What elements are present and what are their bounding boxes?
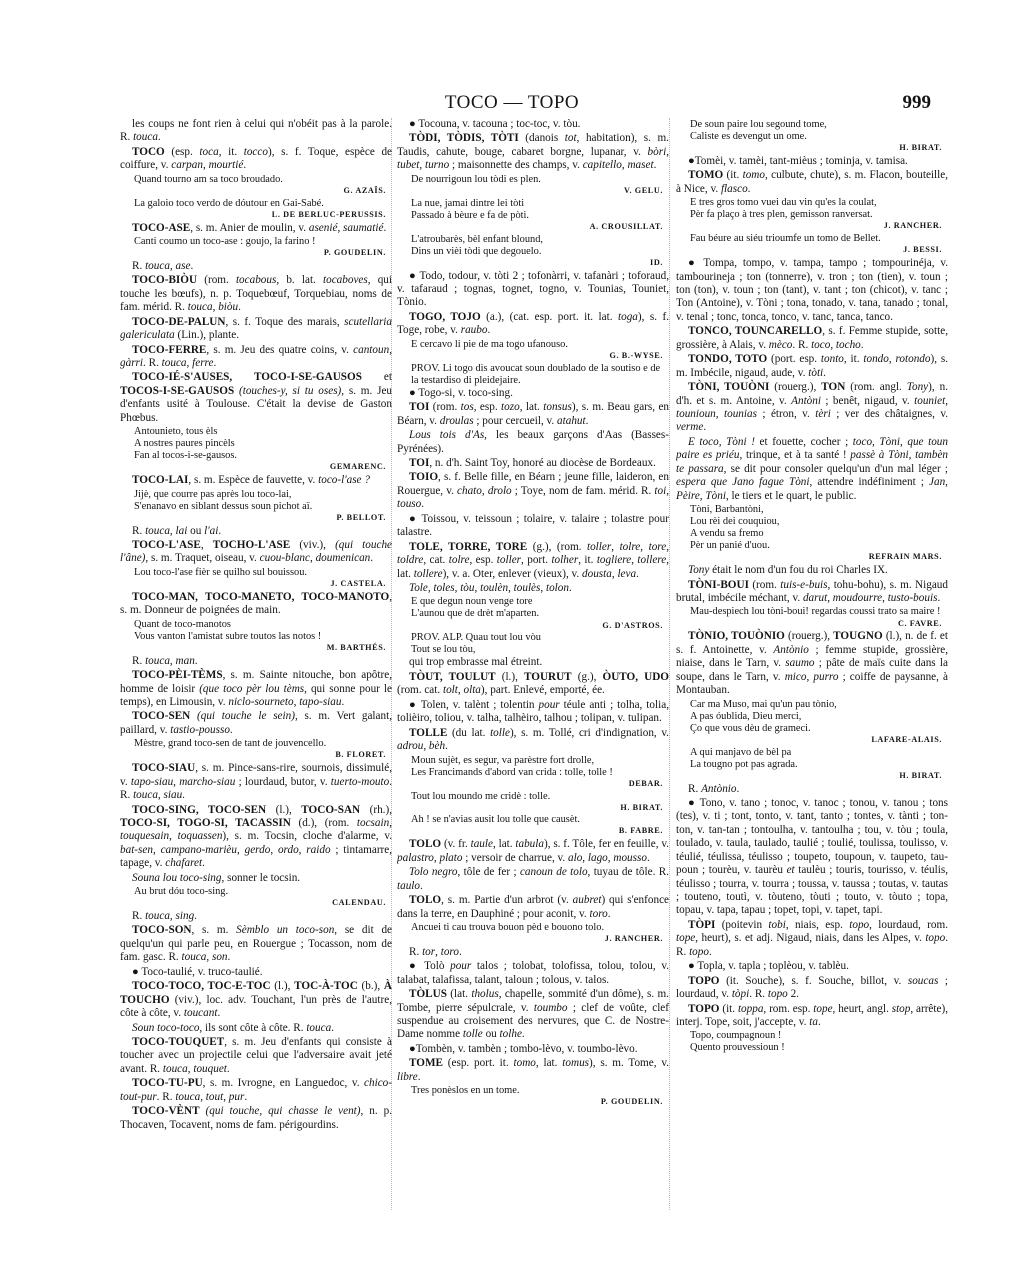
quotation-source: ID. — [650, 257, 663, 267]
dictionary-entry: TOMO (it. tomo, culbute, chute), s. m. Flacon, bouteille, à Nice, v. flasco. — [676, 169, 948, 195]
verse-quotation: Topo, coumpagnoun ! Quento prouvessioun ! — [690, 1030, 785, 1054]
dictionary-entry: R. touca, sing. — [132, 910, 197, 923]
verse-quotation: E tres gros tomo vuei dau vin qu'es la coulat, Pèr fa plaço à tres plen, gemisson ranversat. — [690, 197, 877, 221]
dictionary-entry: ● Topla, v. tapla ; toplèou, v. tablèu. — [688, 960, 849, 973]
dictionary-entry: TÒDI, TÒDIS, TÒTI (danois tot, habitation), s. m. Taudis, cahute, bouge, cabaret borgne, lupanar, v. bòri, tubet, turno ; maisonnette des champs, v. capitello, maset. — [397, 132, 669, 172]
page-number: 999 — [902, 92, 931, 113]
dictionary-entry: TOPO (it. Souche), s. f. Souche, billot, v. soucas ; lourdaud, v. tòpi. R. topo 2. — [676, 974, 948, 1001]
dictionary-entry: Souna lou toco-sing, sonner le tocsin. — [132, 871, 301, 884]
verse-quotation: PROV. ALP. Quau tout lou vòu Tout se lou tòu, — [411, 632, 541, 656]
verse-quotation: Ancuei ti cau trouva bouon pèd e bouono tolo. — [411, 921, 605, 933]
dictionary-entry: TOLLE (du lat. tolle), s. m. Tollé, cri d'indignation, v. adrou, bèh. — [397, 726, 669, 753]
verse-quotation: Lou toco-l'ase fièr se quilho sul bouissou. — [134, 566, 308, 578]
dictionary-entry: TOCO-BIÒU (rom. tocabous, b. lat. tocaboves, qui touche les bœufs), n. p. Toquebœuf, Torquebiau, noms de fam. mérid. R. touca, biòu. — [120, 274, 392, 314]
column-divider — [669, 118, 670, 1210]
verse-quotation: Quant de toco-manotos Vous vanton l'amistat subre toutos las notos ! — [134, 618, 322, 642]
quotation-source: V. GELU. — [624, 185, 663, 195]
dictionary-entry: R. touca, man. — [132, 654, 198, 667]
verse-quotation: Quand tourno am sa toco broudado. — [134, 173, 283, 185]
verse-quotation: Tout lou moundo me cridè : tolle. — [411, 790, 551, 802]
verse-quotation: Mau-despiech lou tòni-boui! regardas coussi trato sa maire ! — [690, 606, 941, 618]
verse-quotation: L'atroubarès, bèl enfant blound, Dins un vièi tòdi que degouelo. — [411, 233, 543, 257]
quotation-source: H. BIRAT. — [899, 770, 942, 780]
dictionary-entry: ●Tomèi, v. tamèi, tant-mièus ; tominja, v. tamisa. — [688, 154, 908, 167]
quotation-source: G. AZAÏS. — [343, 185, 386, 195]
dictionary-entry: TÒLUS (lat. tholus, chapelle, sommité d'un dôme), s. m. Tombe, pierre sépulcrale, v. toumbo ; clef de voûte, clef suspendue au croisement des nervures, que C. de Nostre-Dame nomme tolle ou tolhe. — [397, 988, 669, 1041]
verse-quotation: Fau béure au siéu trioumfe un tomo de Bellet. — [690, 233, 881, 245]
dictionary-entry: Tony était le nom d'un fou du roi Charles IX. — [688, 564, 888, 577]
dictionary-entry: TOCO-FERRE, s. m. Jeu des quatre coins, v. cantoun, gàrri. R. touca, ferre. — [120, 343, 392, 369]
dictionary-entry: R. tor, toro. — [409, 945, 462, 958]
dictionary-entry: Soun toco-toco, ils sont côte à côte. R. touca. — [132, 1021, 334, 1034]
dictionary-entry: TOCO-TOUQUET, s. m. Jeu d'enfants qui consiste à toucher avec un projectile celui que l'adversaire avait jeté avant. R. touca, touquet. — [120, 1035, 392, 1075]
dictionary-entry: ● Todo, todour, v. tòti 2 ; tofonàrri, v. tafanàri ; toforaud, v. tafaraud ; tognas, tognet, togno, v. Tounias, Touniet, Tònio. — [397, 269, 669, 309]
text-column-right — [676, 118, 948, 1210]
dictionary-entry: TÒNI, TOUÒNI (rouerg.), TON (rom. angl. Tony), n. d'h. et s. m. Antoine, v. Antòni ; benêt, nigaud, v. touniet, tounioun, tounias ; étron, v. tèri ; ver des châtaignes, v. verme. — [676, 381, 948, 434]
quotation-source: J. RANCHER. — [883, 221, 942, 231]
dictionary-entry: R. touca, ase. — [132, 259, 194, 272]
dictionary-entry: TOCO-SEN (qui touche le sein), s. m. Vert galant, paillard, v. tastio-pousso. — [120, 710, 392, 736]
verse-quotation: La galoio toco verdo de dóutour en Gai-Sabé. — [134, 197, 324, 209]
verse-quotation: Tres ponèslos en un tome. — [411, 1085, 520, 1097]
dictionary-entry: ● Tono, v. tano ; tonoc, v. tanoc ; tonou, v. tanou ; tons (tes), v. ti ; tont, tonto, v. tant, tanto ; tontes, v. tànti ; ton-ton, v. tan-tan ; tontoulha, v. tantoulha ; tou, v. tòu ; toula, toulado, v. taula, taulado, taulié ; toulié, toulissa, toulisso, v. téulié, téulissa, téulisso ; toupeto, toupoun, v. taupeto, tau-poun ; tourèu, v. taurèu et taulèu ; touris, tourisso, v. téulis, téulisso ; tourra, v. tourra ; toussa, v. taussa ; toutas, v. tautas ; touteno, toutì, v. tòuteno, tòuti ; touto, v. tòuto ; topa, topau, v. tapa, tapau ; topet, topi, v. tapet, tapi. — [676, 796, 948, 917]
dictionary-entry: TÒNIO, TOUÒNIO (rouerg.), TOUGNO (l.), n. de f. et s. f. Antoinette, v. Antònio ; femme stupide, grossière, niaise, dans le Tarn, v. saumo ; pâte de maïs cuite dans la soupe, dans le Tarn, v. mico, purro ; coiffe de paysanne, à Montauban. — [676, 630, 948, 697]
dictionary-entry: Lous tois d'As, les beaux garçons d'Aas (Basses-Pyrénées). — [397, 429, 669, 455]
quotation-source: H. BIRAT. — [899, 143, 942, 153]
dictionary-entry: TOCO (esp. toca, it. tocco), s. f. Toque, espèce de coiffure, v. carpan, mourtié. — [120, 145, 392, 172]
quotation-source: A. CROUSILLAT. — [589, 221, 663, 231]
dictionary-entry: ● Toissou, v. teissoun ; tolaire, v. talaire ; tolastre pour talastre. — [397, 512, 669, 539]
dictionary-entry: R. touca, lai ou l'ai. — [132, 524, 222, 537]
quotation-source: P. BELLOT. — [336, 512, 386, 522]
dictionary-entry: TÒPI (poitevin tobi, niais, esp. topo, lourdaud, rom. tope, heurt), s. et adj. Nigaud, niais, dans les Alpes, v. topo. R. topo. — [676, 918, 948, 958]
dictionary-entry: Tolo negro, tôle de fer ; canoun de tolo, tuyau de tôle. R. taulo. — [397, 866, 669, 892]
verse-quotation: Jijè, que courre pas après lou toco-lai, S'enanavo en siblant dessus soun pichot aï. — [134, 488, 313, 512]
verse-quotation: E cercavo li pie de ma togo ufanouso. — [411, 338, 568, 350]
dictionary-entry: E toco, Tòni ! et fouette, cocher ; toco, Tòni, que toun paire es priéu, trinque, et à ta santé ! passè à Tòni, tambèn te passara, se dit pour consoler quelqu'un d'un mal léger ; espera que Jano fague Tòni, attendre indéfiniment ; Jan, Pèire, Tòni, le tiers et le quart, le public. — [676, 435, 948, 502]
dictionary-entry: TOI (rom. tos, esp. tozo, lat. tonsus), s. m. Beau gars, en Béarn, v. droulas ; pour cercueil, v. atahut. — [397, 401, 669, 427]
verse-quotation: De nourrigoun lou tòdi es plen. — [411, 173, 541, 185]
dictionary-entry: TÒNI-BOUI (rom. tuis-e-buis, tohu-bohu), s. m. Nigaud brutal, imbécile méchant, v. darut, moudourre, tusto-bouis. — [676, 578, 948, 604]
dictionary-entry: TOPO (it. toppa, rom. esp. tope, heurt, angl. stop, arrête), interj. Tope, soit, j'accepte, v. ta. — [676, 1002, 948, 1028]
quotation-source: C. FAVRE. — [898, 618, 942, 628]
quotation-source: LAFARE-ALAIS. — [871, 734, 942, 744]
dictionary-entry: R. Antònio. — [688, 782, 740, 795]
quotation-source: P. GOUDELIN. — [600, 1097, 663, 1107]
quotation-source: GEMARENC. — [329, 462, 386, 472]
running-title: TOCO — TOPO — [444, 92, 580, 113]
dictionary-entry: TÒUT, TOULUT (l.), TOURUT (g.), ÒUTO, UDO (rom. cat. tolt, olta), part. Enlevé, emporté, ée. — [397, 670, 669, 697]
dictionary-entry: TOCO-L'ASE, TOCHO-L'ASE (viv.), (qui touche l'âne), s. m. Traquet, oiseau, v. cuou-blanc, doumenican. — [120, 539, 392, 565]
quotation-source: J. BESSI. — [903, 245, 942, 255]
dictionary-entry: TOCO-SIAU, s. m. Pince-sans-rire, sournois, dissimulé, v. tapo-siau, marcho-siau ; lourdaud, butor, v. tuerto-mouto. R. touca, siau. — [120, 762, 392, 802]
dictionary-entry: TOIO, s. f. Belle fille, en Béarn ; jeune fille, laideron, en Rouergue, v. chato, drolo ; Toye, nom de fam. mérid. R. toi, touso. — [397, 471, 669, 511]
quotation-source: L. DE BERLUC-PERUSSIS. — [271, 209, 386, 219]
verse-quotation: Moun sujèt, es segur, va parèstre fort drolle, Les Francimands d'abord van crida : tolle, tolle ! — [411, 754, 613, 778]
quotation-source: M. BARTHÉS. — [326, 642, 386, 652]
dictionary-entry: TOGO, TOJO (a.), (cat. esp. port. it. lat. toga), s. f. Toge, robe, v. raubo. — [397, 310, 669, 337]
verse-quotation: La nue, jamai dintre lei tòti Passado à bèure e fa de pòti. — [411, 197, 530, 221]
dictionary-entry: TOME (esp. port. it. tomo, lat. tomus), s. m. Tome, v. libre. — [397, 1057, 669, 1083]
dictionary-entry: TOCO-PÈI-TÈMS, s. m. Sainte nitouche, bon apôtre, homme de loisir (que toco pèr lou tèms, qui sonne pour le temps), en Limousin, v. niclo-sourneto, tapo-siau. — [120, 669, 392, 708]
dictionary-entry: TOLO, s. m. Partie d'un arbrot (v. aubret) qui s'enfonce dans la terre, en Dauphiné ; pour aconit, v. toro. — [397, 894, 669, 920]
dictionary-entry: ● Tocouna, v. tacouna ; toc-toc, v. tòu. — [409, 118, 581, 130]
dictionary-entry: ● Tompa, tompo, v. tampa, tampo ; tompourinéja, v. tambourineja ; ton (tonnerre), v. tron ; ton (tien), v. toun ; ton (ton), v. toun ; ton (tant), v. tant ; ton (chicot), v. tanc ; Ton (Antoine), v. Tòni ; tona, tonado, v. tana, tanado ; tonal, v. tenal ; tonc, tonca, tonco, v. tanc, tanca, tanco. — [676, 257, 948, 323]
text-column-left — [120, 118, 392, 1210]
dictionary-entry: TOCO-SON, s. m. Sèmblo un toco-son, se dit de quelqu'un qui parle peu, en Rouergue ; Tocasson, nom de fam. gasc. R. touca, son. — [120, 924, 392, 964]
verse-quotation: Ah ! se n'avias ausit lou tolle que causèt. — [411, 814, 580, 826]
quotation-source: DEBAR. — [628, 778, 663, 788]
quotation-source: H. BIRAT. — [620, 802, 663, 812]
verse-quotation: De soun paire lou segound tome, Caliste es devengut un ome. — [690, 119, 827, 143]
dictionary-entry: TONCO, TOUNCARELLO, s. f. Femme stupide, sotte, grossière, à Alais, v. mèco. R. toco, tocho. — [676, 325, 948, 351]
verse-quotation: Car ma Muso, mai qu'un pau tònio, A pas óublida, Dieu merci, Ço que vous dèu de grameci. — [690, 698, 837, 734]
quotation-source: CALENDAU. — [332, 898, 386, 908]
quotation-source: REFRAIN MARS. — [868, 552, 942, 562]
dictionary-entry: TOCO-TOCO, TOC-E-TOC (l.), TOC-À-TOC (b.), À TOUCHO (viv.), loc. adv. Touchant, l'un près de l'autre, côte à côte, v. toucant. — [120, 980, 392, 1020]
dictionary-entry: TOCO-ASE, s. m. Anier de moulin, v. asenié, saumatié. — [132, 221, 387, 234]
dictionary-entry: TOI, n. d'h. Saint Toy, honoré au diocèse de Bordeaux. — [409, 457, 656, 469]
verse-quotation: Antounieto, tous èls A nostres paures pincèls Fan al tocos-i-se-gausos. — [134, 426, 238, 462]
verse-quotation: PROV. Li togo dis avoucat soun doublado de la soutiso e de la testardiso di pleidejaire. — [411, 362, 661, 386]
dictionary-entry: qui trop embrasse mal étreint. — [409, 656, 543, 669]
dictionary-entry: ● Tolò pour talos ; tolobat, tolofissa, tolou, tolou, v. talabat, talafissa, talant, taloun ; tolous, v. talos. — [397, 960, 669, 986]
verse-quotation: Au brut dóu toco-sing. — [134, 886, 229, 898]
dictionary-entry: ●Tombèn, v. tambèn ; tombo-lèvo, v. toumbo-lèvo. — [409, 1042, 638, 1055]
verse-quotation: Mèstre, grand toco-sen de tant de jouvencello. — [134, 738, 327, 750]
dictionary-entry: TONDO, TOTO (port. esp. tonto, it. tondo, rotondo), s. m. Imbécile, nigaud, aude, v. tòti. — [676, 353, 948, 379]
verse-quotation: Tòni, Barbantòni, Lou rèi dei couquiou, A vendu sa fremo Pèr un panié d'uou. — [690, 504, 780, 552]
verse-quotation: A qui manjavo de bèl pa La tougno pot pas agrada. — [690, 746, 798, 770]
dictionary-entry: TOCO-IÉ-S'AUSES, TOCO-I-SE-GAUSOS et TOCOS-I-SE-GAUSOS (touches-y, si tu oses), s. m. Jeu d'enfants usité à Toulouse. C'était la devise de Gaston Phœbus. — [120, 371, 392, 424]
quotation-source: B. FLORET. — [335, 750, 386, 760]
dictionary-entry: TOLO (v. fr. taule, lat. tabula), s. f. Tôle, fer en feuille, v. palastro, plato ; versoir de charrue, v. alo, lago, mousso. — [397, 838, 669, 864]
quotation-source: G. D'ASTROS. — [602, 620, 663, 630]
quotation-source: G. B.-WYSE. — [609, 350, 663, 360]
quotation-source: J. CASTELA. — [330, 578, 386, 588]
quotation-source: B. FABRE. — [618, 826, 663, 836]
dictionary-entry: TOLE, TORRE, TORE (g.), (rom. toller, tolre, tore, toldre, cat. tolre, esp. toller, port. tolher, it. togliere, tollere, lat. tollere), v. a. Oter, enlever (vieux), v. dousta, leva. — [397, 540, 669, 580]
dictionary-entry: ● Toco-taulié, v. truco-taulié. — [132, 965, 263, 978]
text-column-middle — [397, 118, 669, 1210]
dictionary-entry: ● Togo-si, v. toco-sing. — [409, 386, 513, 399]
dictionary-entry: Tole, toles, tòu, toulèn, toulès, tolon. — [409, 581, 572, 594]
dictionary-entry: TOCO-DE-PALUN, s. f. Toque des marais, scutellaria galericulata (Lin.), plante. — [120, 315, 392, 342]
dictionary-entry: les coups ne font rien à celui qui n'obéit pas à la parole. R. touca. — [120, 118, 392, 144]
quotation-source: P. GOUDELIN. — [323, 248, 386, 258]
verse-quotation: Canti coumo un toco-ase : goujo, la farino ! — [134, 236, 316, 247]
dictionary-entry: TOCO-SING, TOCO-SEN (l.), TOCO-SAN (rh.), TOCO-SI, TOGO-SI, TACASSIN (d.), (rom. tocsain, touquesain, toquassen), s. m. Tocsin, cloche d'alarme, v. bat-sen, campano-marièu, gerdo, ordo, raido ; tintamarre, tapage, v. chafaret. — [120, 803, 392, 870]
dictionary-entry: TOCO-TU-PU, s. m. Ivrogne, en Languedoc, v. chico-tout-pur. R. touca, tout, pur. — [120, 1077, 392, 1103]
page-header — [0, 92, 1024, 118]
verse-quotation: E que degun noun venge tore L'aunou que de drèt m'aparten. — [411, 596, 540, 620]
dictionary-entry: TOCO-MAN, TOCO-MANETO, TOCO-MANOTO, s. m. Donneur de poignées de main. — [120, 590, 392, 617]
dictionary-entry: ● Tolen, v. talènt ; tolentin pour téule anti ; tolha, tolia, tolièiro, toliou, v. talha, talhèiro, talhou ; tolipan, v. tulipan. — [397, 698, 669, 725]
dictionary-entry: TOCO-VÈNT (qui touche, qui chasse le vent), n. p. Thocaven, Tocavent, noms de fam. périgourdins. — [120, 1105, 392, 1131]
dictionary-entry: TOCO-LAI, s. m. Espèce de fauvette, v. toco-l'ase ? — [132, 474, 370, 487]
quotation-source: J. RANCHER. — [604, 934, 663, 943]
